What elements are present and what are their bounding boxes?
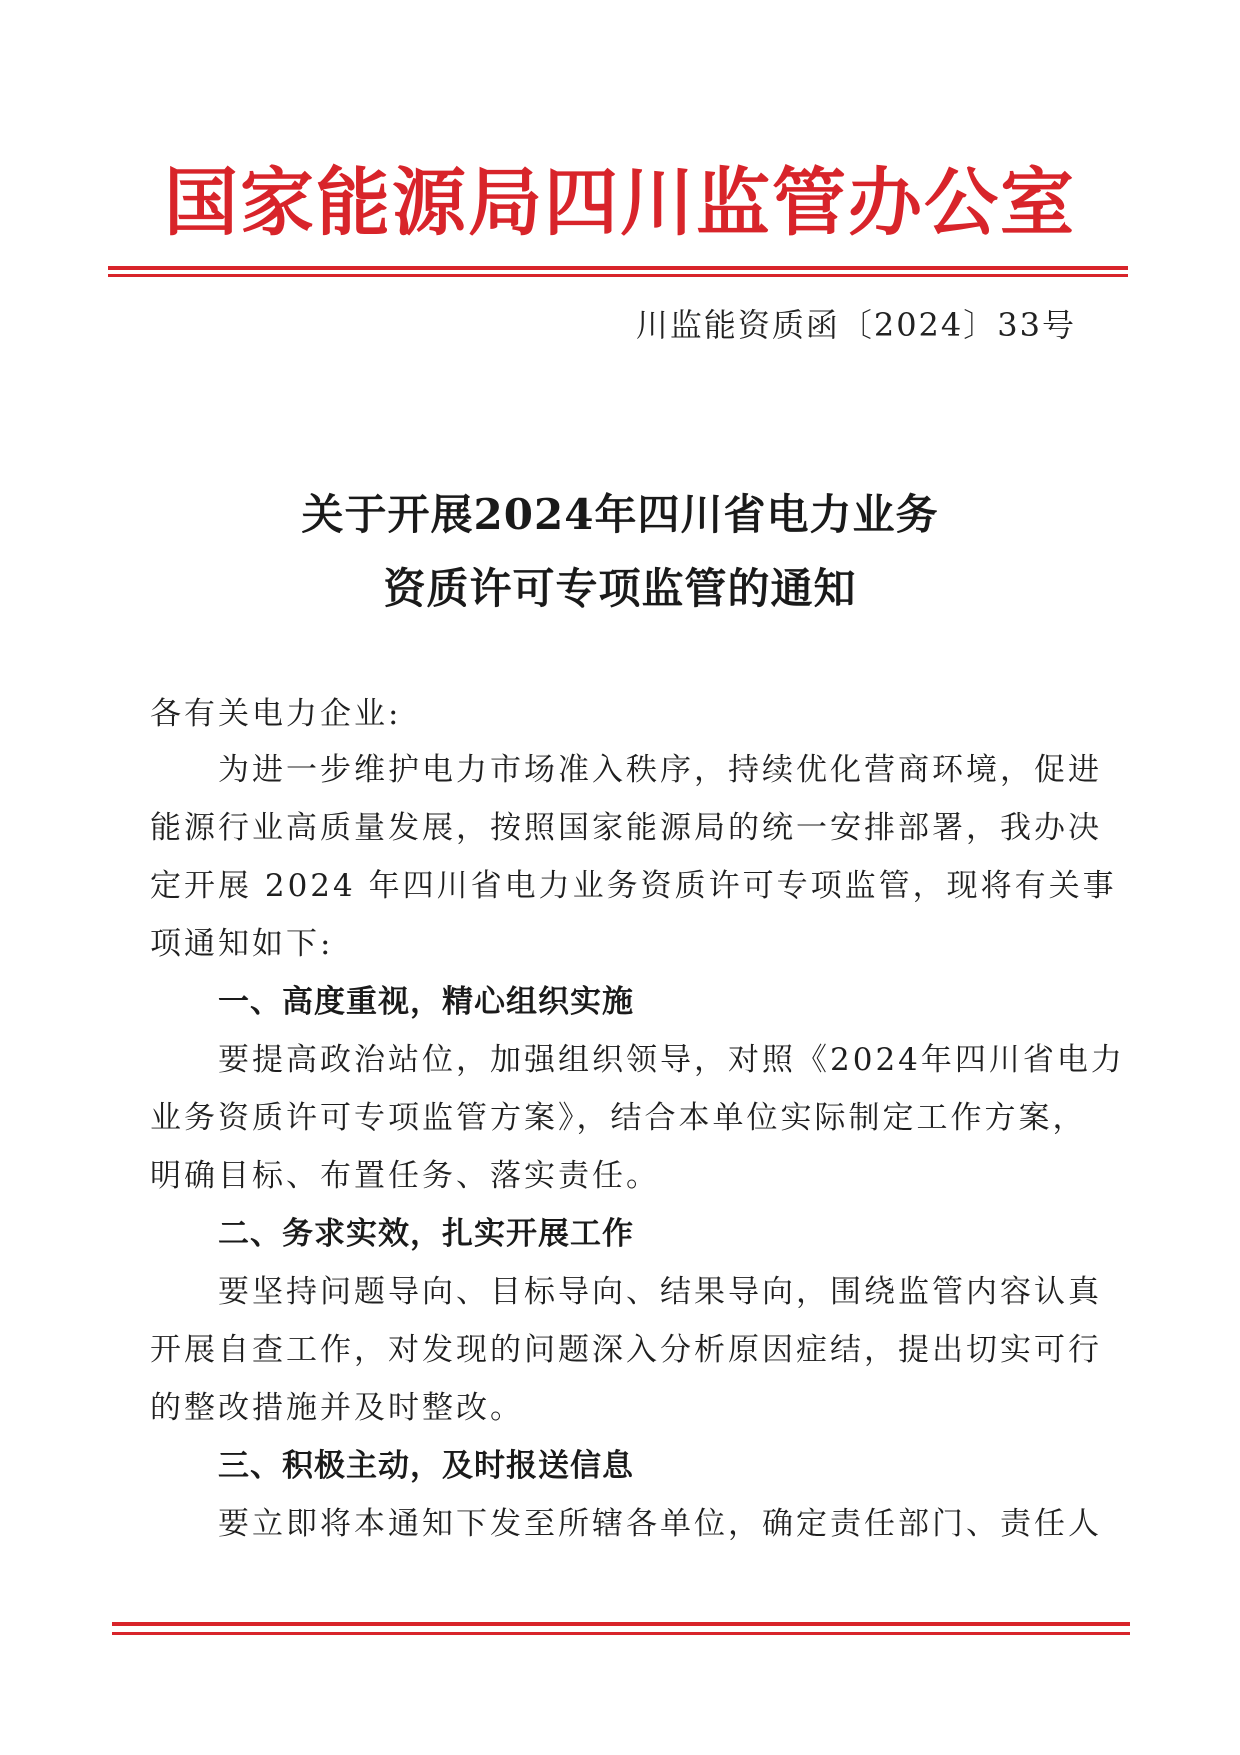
document-number: 川监能资质函〔2024〕33号 (635, 306, 1076, 344)
salutation: 各有关电力企业: (150, 696, 402, 732)
section-1-line-1: 要提高政治站位，加强组织领导，对照《2024年四川省电力 (218, 1042, 1125, 1078)
section-2-line-3: 的整改措施并及时整改。 (150, 1390, 524, 1426)
section-1-line-3: 明确目标、布置任务、落实责任。 (150, 1158, 660, 1194)
footer-divider-bottom (112, 1632, 1130, 1635)
document-title-line-1: 关于开展2024年四川省电力业务 (301, 490, 939, 539)
section-2-line-1: 要坚持问题导向、目标导向、结果导向，围绕监管内容认真 (218, 1274, 1102, 1310)
letterhead-org-name: 国家能源局四川监管办公室 (164, 160, 1076, 246)
intro-line-3: 定开展 2024 年四川省电力业务资质许可专项监管，现将有关事 (150, 868, 1117, 904)
section-3-line-1: 要立即将本通知下发至所辖各单位，确定责任部门、责任人 (218, 1506, 1102, 1542)
footer-divider-top (112, 1622, 1130, 1626)
intro-line-4: 项通知如下: (150, 926, 334, 962)
section-1-heading: 一、高度重视，精心组织实施 (218, 984, 634, 1020)
section-2-heading: 二、务求实效，扎实开展工作 (218, 1216, 634, 1252)
document-title-line-2: 资质许可专项监管的通知 (383, 564, 857, 613)
section-3-heading: 三、积极主动，及时报送信息 (218, 1448, 634, 1484)
section-2-line-2: 开展自查工作，对发现的问题深入分析原因症结，提出切实可行 (150, 1332, 1102, 1368)
section-1-line-2: 业务资质许可专项监管方案》，结合本单位实际制定工作方案， (150, 1100, 1087, 1136)
letterhead-divider-bottom (108, 274, 1128, 277)
intro-line-2: 能源行业高质量发展，按照国家能源局的统一安排部署，我办决 (150, 810, 1102, 846)
intro-line-1: 为进一步维护电力市场准入秩序，持续优化营商环境，促进 (218, 752, 1102, 788)
letterhead-divider-top (108, 266, 1128, 270)
